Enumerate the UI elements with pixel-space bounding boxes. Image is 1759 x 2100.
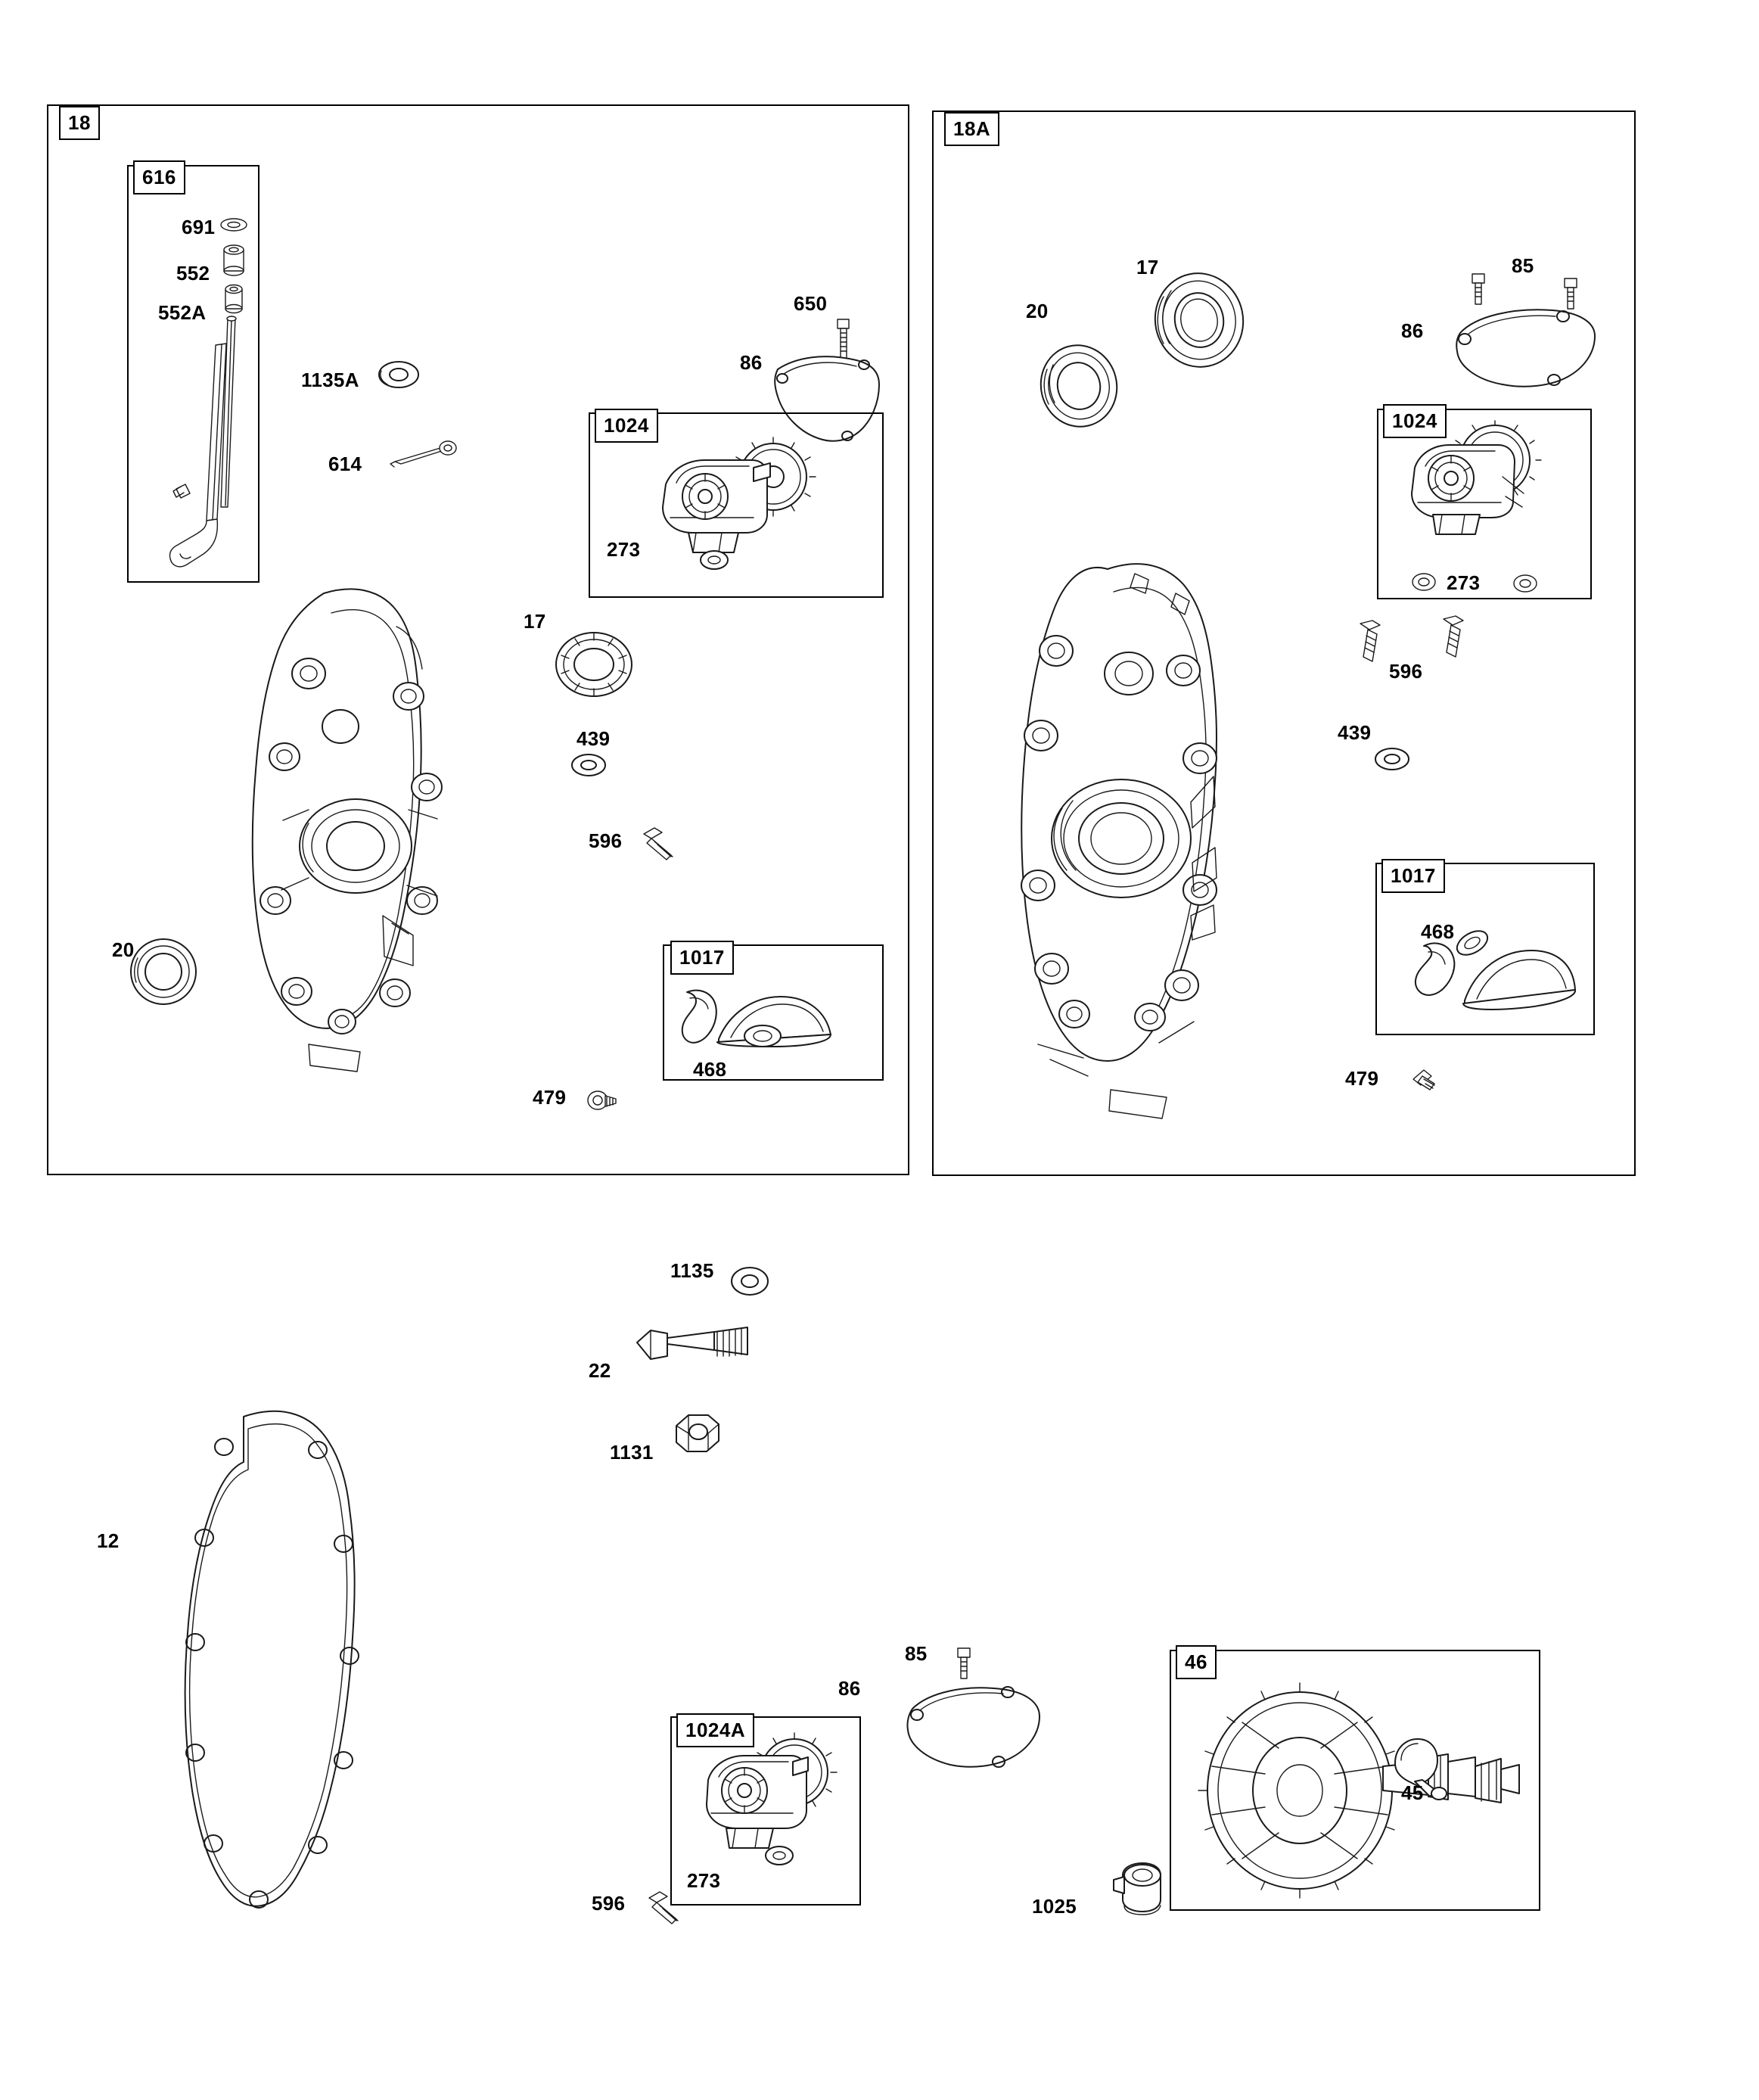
callout-20-p18a: 20 <box>1026 300 1049 322</box>
sub-1017-tag-p18: 1017 <box>670 941 734 975</box>
callout-552: 552 <box>176 262 210 285</box>
callout-85-lower: 85 <box>905 1642 928 1665</box>
washer-273-left-p18a <box>1409 571 1439 593</box>
cover-plate-86-lower <box>899 1678 1043 1777</box>
bearing-17-p18a <box>1150 271 1248 369</box>
callout-17-p18a: 17 <box>1136 256 1159 278</box>
callout-596-p18: 596 <box>589 829 623 852</box>
callout-650: 650 <box>794 292 828 315</box>
oil-pump-1024a <box>688 1733 870 1884</box>
callout-1135: 1135 <box>670 1259 714 1282</box>
callout-468-p18a: 468 <box>1421 920 1455 943</box>
sub-46-tag: 46 <box>1176 1645 1217 1679</box>
callout-439-p18a: 439 <box>1338 721 1372 744</box>
callout-45: 45 <box>1401 1781 1424 1804</box>
screw-596-lower <box>645 1890 679 1933</box>
cover-plate-86-p18a <box>1448 303 1599 394</box>
oil-pump-1024-p18a <box>1397 424 1586 568</box>
oil-pump-1024-p18 <box>643 437 840 581</box>
panel-18a-tag: 18A <box>944 112 999 146</box>
bolt-596-left-p18a <box>1354 619 1389 664</box>
gasket-12 <box>159 1406 446 1928</box>
screw-479-p18 <box>584 1085 617 1115</box>
callout-479-p18: 479 <box>533 1086 567 1109</box>
callout-273-lower: 273 <box>687 1869 721 1892</box>
bolt-596-right-p18a <box>1437 614 1472 660</box>
sub-616-tag: 616 <box>133 160 185 194</box>
washer-439-p18 <box>567 749 610 781</box>
callout-439-p18: 439 <box>576 727 611 750</box>
dipstick-assembly <box>144 204 257 560</box>
crankcase-cover-p18 <box>218 583 536 1105</box>
washer-439-p18a <box>1371 743 1413 775</box>
screw-85-lower <box>952 1645 977 1683</box>
washer-1135a <box>372 356 425 394</box>
callout-273-p18a: 273 <box>1447 571 1481 594</box>
callout-1025: 1025 <box>1032 1895 1077 1918</box>
callout-85-p18a: 85 <box>1512 254 1534 277</box>
nut-1131 <box>667 1409 726 1456</box>
callout-86-lower: 86 <box>838 1677 861 1700</box>
oil-seal-20-p18a <box>1036 342 1121 430</box>
bearing-17-p18 <box>552 630 636 699</box>
callout-468-p18: 468 <box>693 1058 727 1081</box>
callout-596-p18a: 596 <box>1389 660 1423 683</box>
callout-479-p18a: 479 <box>1345 1067 1379 1090</box>
washer-273-right-p18a <box>1510 572 1540 595</box>
sub-1024-tag-p18: 1024 <box>595 409 658 443</box>
washer-1135 <box>726 1262 773 1300</box>
sub-1024-tag-p18a: 1024 <box>1383 404 1447 438</box>
callout-1135a: 1135A <box>301 369 359 391</box>
sub-1017-tag-p18a: 1017 <box>1381 859 1445 893</box>
callout-86-p18a: 86 <box>1401 319 1424 342</box>
crankcase-sump-p18a <box>959 560 1300 1135</box>
callout-22: 22 <box>589 1359 611 1382</box>
pin-614 <box>387 439 459 473</box>
screw-596-p18 <box>639 826 674 869</box>
callout-596-lower: 596 <box>592 1892 626 1915</box>
callout-614: 614 <box>328 453 362 475</box>
callout-273-p18: 273 <box>607 538 641 561</box>
camshaft-46 <box>1186 1678 1534 1906</box>
callout-20-p18: 20 <box>112 938 135 961</box>
callout-17-p18: 17 <box>524 610 546 633</box>
bolt-22 <box>632 1317 754 1370</box>
oil-seal-20-p18 <box>127 937 200 1006</box>
screw-479-p18a <box>1406 1064 1442 1099</box>
callout-1131: 1131 <box>610 1441 654 1464</box>
breather-1017-p18 <box>673 972 862 1071</box>
sub-1024a-tag: 1024A <box>676 1713 754 1747</box>
callout-12: 12 <box>97 1529 120 1552</box>
bushing-1025 <box>1106 1860 1174 1919</box>
callout-691: 691 <box>182 216 216 238</box>
breather-1017-p18a <box>1389 916 1586 1029</box>
callout-86-p18: 86 <box>740 351 763 374</box>
callout-552a: 552A <box>158 301 207 324</box>
panel-18-tag: 18 <box>59 106 100 140</box>
